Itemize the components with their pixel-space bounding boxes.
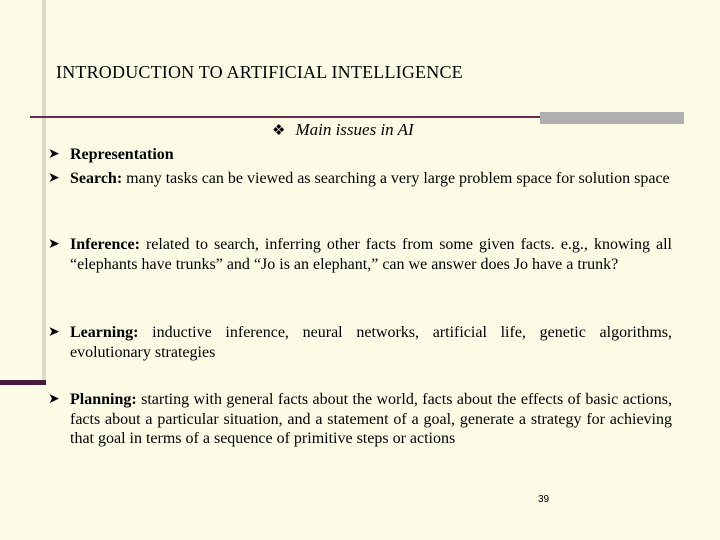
bullet-term: Learning:	[70, 324, 139, 341]
bullet-body: many tasks can be viewed as searching a very large problem space for solution space	[122, 170, 670, 187]
slide-title: INTRODUCTION TO ARTIFICIAL INTELLIGENCE	[56, 62, 463, 82]
title-rule	[30, 116, 540, 118]
bullet-term: Inference:	[70, 236, 140, 253]
decorative-vertical-line	[42, 0, 46, 384]
diamond-bullet-icon: ❖	[272, 123, 286, 139]
bullet-text	[70, 169, 672, 189]
bullet-body: starting with general facts about the world, facts about the effects of basic actions, facts about a particular situation, and a statement of a goal, generate a strategy for achieving that goal in terms of a sequence of primitive steps or actions	[70, 391, 672, 447]
subheading	[272, 120, 414, 140]
page-number: 39	[538, 494, 550, 505]
arrow-bullet-icon: ➤	[48, 392, 60, 407]
bullet-text	[70, 235, 672, 274]
bullet-text	[70, 323, 672, 362]
bullet-representation	[48, 145, 672, 165]
arrow-bullet-icon: ➤	[48, 171, 60, 186]
arrow-bullet-icon: ➤	[48, 237, 60, 252]
bullet-term: Representation	[70, 146, 174, 163]
arrow-bullet-icon: ➤	[48, 325, 60, 340]
bullet-learning	[48, 323, 672, 362]
bullet-body: inductive inference, neural networks, artificial life, genetic algorithms, evolutionary strategies	[70, 324, 672, 361]
decorative-left-bar	[0, 380, 46, 385]
arrow-bullet-icon: ➤	[48, 147, 60, 162]
subheading-text: Main issues in AI	[295, 120, 414, 139]
bullet-term: Search:	[70, 170, 123, 187]
bullet-text	[70, 145, 672, 165]
title-rule-accent	[540, 112, 684, 124]
bullet-term: Planning:	[70, 391, 137, 408]
bullet-planning	[48, 390, 672, 449]
bullet-body: related to search, inferring other facts from some given facts. e.g., knowing all “elephants have trunks” and “Jo is an elephant,” can we answer does Jo have a trunk?	[70, 236, 672, 273]
bullet-inference	[48, 235, 672, 274]
bullet-search	[48, 169, 672, 189]
bullet-text	[70, 390, 672, 449]
